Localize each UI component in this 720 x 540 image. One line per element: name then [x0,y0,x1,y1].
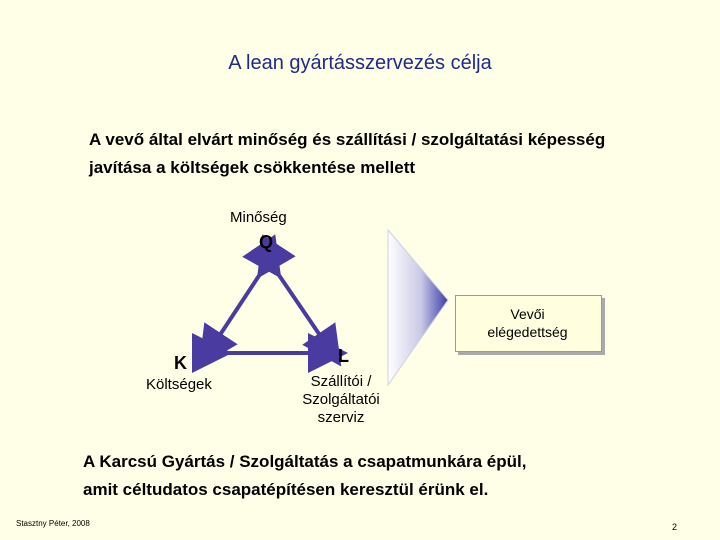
conclusion-text [83,448,703,504]
delivery-label-line-2: Szolgáltatói [302,391,380,408]
delivery-label [291,373,391,427]
conclusion-line-1: A Karcsú Gyártás / Szolgáltatás a csapatmunkára épül, [83,452,527,471]
delivery-letter: L [338,346,349,366]
edge-q-k [210,262,268,350]
satisfaction-line-1: Vevői [510,306,545,322]
intro-line-2: javítása a költségek csökkentése mellett [89,158,416,177]
page-number: 2 [672,522,678,532]
edge-q-l [270,262,330,350]
intro-line-1: A vevő által elvárt minőség és szállítási / szolgáltatási képesség [89,130,606,149]
slide-title: A lean gyártásszervezés célja [228,52,492,74]
satisfaction-line-2: elégedettség [487,324,568,340]
delivery-label-line-3: szerviz [317,409,365,426]
quality-letter: Q [259,232,274,252]
cost-letter: K [174,353,187,373]
satisfaction-text [455,305,600,341]
cost-label: Költségek [146,376,212,393]
conclusion-line-2: amit céltudatos csapatépítésen keresztül érünk el. [83,480,489,499]
author-credit: Stasztny Péter, 2008 [16,519,90,528]
delivery-label-line-1: Szállítói / [310,373,372,390]
satisfaction-arrow [388,230,448,385]
quality-label: Minőség [230,209,287,226]
